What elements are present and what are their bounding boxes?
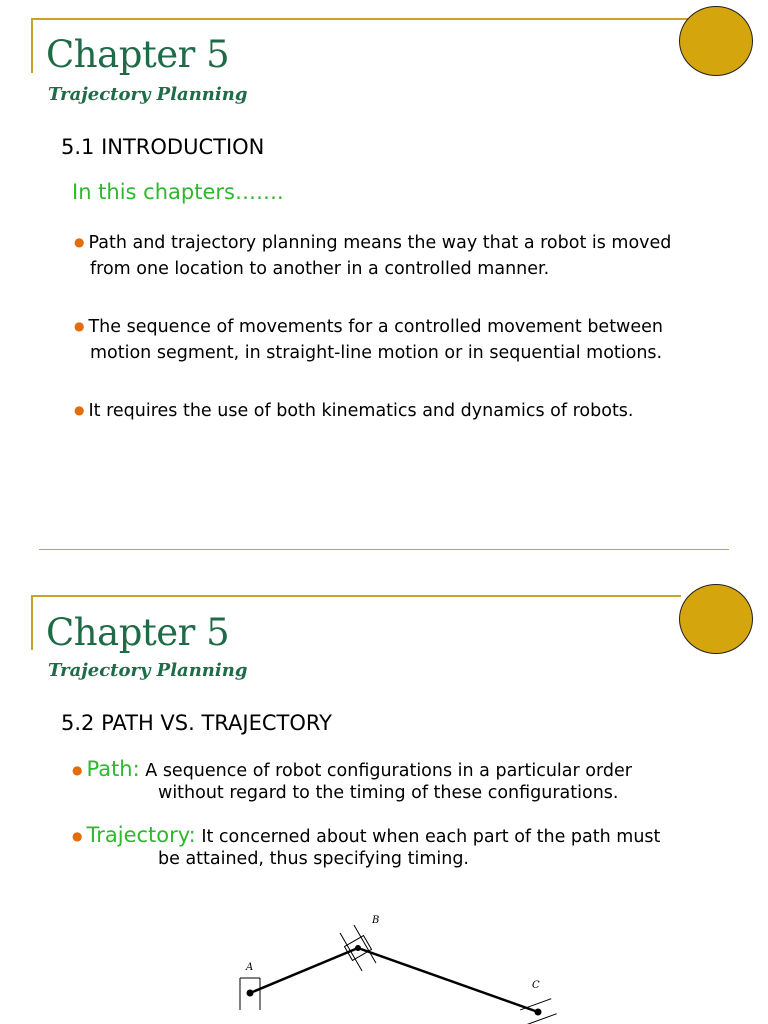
bullet-item bbox=[74, 229, 671, 282]
decorative-circle bbox=[679, 6, 753, 76]
section-heading: 5.1 INTRODUCTION bbox=[61, 135, 265, 159]
page-title: Chapter 5 bbox=[46, 611, 230, 654]
page-subtitle: Trajectory Planning bbox=[48, 660, 248, 681]
joint-a bbox=[240, 978, 260, 1010]
bullet-dot-icon: ● bbox=[72, 829, 83, 843]
page-title: Chapter 5 bbox=[46, 33, 230, 76]
term-label: Path: bbox=[86, 757, 140, 781]
bullet-dot-icon: ● bbox=[74, 235, 85, 249]
bullet-line: The sequence of movements for a controlled movement between bbox=[88, 317, 663, 337]
bullet-line: without regard to the timing of these configurations. bbox=[158, 783, 619, 803]
bullet-item-trajectory bbox=[72, 824, 660, 870]
term-label: Trajectory: bbox=[86, 823, 196, 847]
path-segment-ab bbox=[250, 948, 358, 993]
label-a: A bbox=[246, 962, 254, 973]
bullet-line: A sequence of robot configurations in a particular order bbox=[145, 761, 632, 781]
intro-text: In this chapters……. bbox=[72, 180, 284, 204]
label-c: C bbox=[532, 980, 540, 991]
section-heading: 5.2 PATH VS. TRAJECTORY bbox=[61, 711, 332, 735]
bullet-dot-icon: ● bbox=[74, 403, 85, 417]
bullet-item-path bbox=[72, 758, 632, 804]
label-b: B bbox=[372, 915, 380, 926]
path-segment-bc bbox=[358, 948, 538, 1012]
bullet-line: from one location to another in a controlled manner. bbox=[90, 259, 550, 279]
bullet-dot-icon: ● bbox=[72, 763, 83, 777]
title-vertical-rule bbox=[31, 18, 33, 73]
page-subtitle: Trajectory Planning bbox=[48, 84, 248, 105]
slide-separator bbox=[39, 549, 729, 550]
bullet-line: Path and trajectory planning means the way that a robot is moved bbox=[88, 233, 672, 253]
joint-c bbox=[520, 999, 556, 1024]
bullet-line: be attained, thus specifying timing. bbox=[158, 849, 469, 869]
bullet-line: motion segment, in straight-line motion or in sequential motions. bbox=[90, 343, 663, 363]
joint-b bbox=[337, 923, 378, 972]
bullet-line: It concerned about when each part of the path must bbox=[201, 827, 661, 847]
bullet-dot-icon: ● bbox=[74, 319, 85, 333]
bullet-item bbox=[74, 397, 633, 424]
bullet-line: It requires the use of both kinematics and dynamics of robots. bbox=[88, 401, 634, 421]
decorative-circle bbox=[679, 584, 753, 654]
path-diagram bbox=[210, 900, 570, 1024]
title-rule bbox=[31, 595, 681, 597]
title-vertical-rule bbox=[31, 595, 33, 650]
bullet-item bbox=[74, 313, 663, 366]
title-rule bbox=[31, 18, 721, 20]
